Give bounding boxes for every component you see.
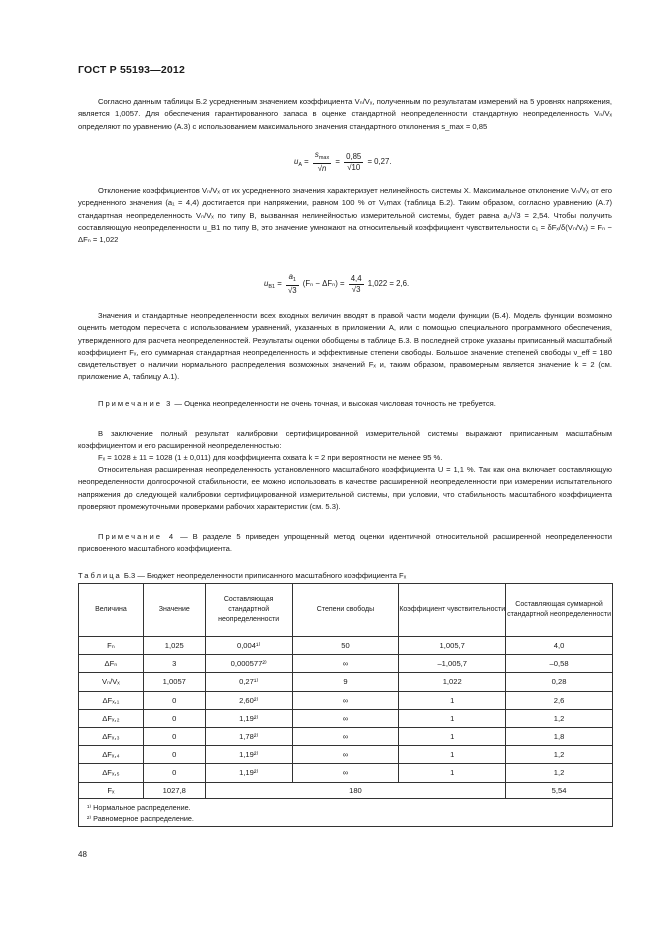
cell-value: 1,025 xyxy=(143,637,205,655)
total-degrees-of-freedom: 180 xyxy=(205,782,505,798)
cell-sensitivity: 1 xyxy=(399,709,506,727)
paragraph-3: Значения и стандартные неопределенности всех входных величин вводят в правой части модели функции (Б.4). Модель функции возможно оценить методом пересчета с использованием уравнений, указанных в приложении А, или с помощью специального программного обеспечения, утвержденного для расчета неопределенностей. Результаты оценки обобщены в таблице Б.3. В последней строке указаны приписанный масштабный коэффициент Fₓ, его суммарная стандартная неопределенность и эффективные степени свободы. Большое значение степеней свободы ν_eff = 180 свидетельствует о наличии нормального распределения возможных значений Fₓ и, таким образом, правомерным является значение k = 2 (см. приложение А, таблицу А.1). xyxy=(78,311,612,382)
formula-ua-fraction-1: $\frac{s_{max}}{√n}$ xyxy=(314,150,330,173)
table-note-1: ¹⁾ Нормальное распределение. xyxy=(87,802,191,812)
cell-std-uncertainty: 2,60²⁾ xyxy=(205,691,292,709)
formula-ua-num1-sub: max xyxy=(318,155,330,161)
table-notes-row xyxy=(79,798,613,826)
cell-std-uncertainty: 0,000577²⁾ xyxy=(205,655,292,673)
cell-quantity: ΔFₓ,₂ xyxy=(79,709,144,727)
cell-quantity: ΔFₓ,₅ xyxy=(79,764,144,782)
formula-ua-den2: 10 xyxy=(351,162,361,172)
header-sensitivity: Коэффициент чувствительности xyxy=(399,584,506,637)
cell-degrees-of-freedom: ∞ xyxy=(292,709,399,727)
paragraph-4: В заключение полный результат калибровки сертифицированной измерительной системы выражают приписанным масштабным коэффициентом и его расширенной неопределенностью: xyxy=(78,429,612,451)
cell-std-uncertainty: 1,78²⁾ xyxy=(205,727,292,745)
formula-ua-num2: 0,85 xyxy=(346,151,362,161)
table-header-row xyxy=(79,584,613,637)
paragraph-6: Относительная расширенная неопределенность установленного масштабного коэффициента U = 1,1 %. Так как она включает составляющую неопределенности долгосрочной стабильности, ее можно использовать в качестве расширенной неопределенности при измерении испытательного напряжения до следующей калибровки сертифицированной измерительной системы, при условии, что стабильность масштабного коэффициента проверяют промежуточными проверками рабочих характеристик (см. 5.3). xyxy=(78,465,612,511)
table-caption xyxy=(78,571,406,580)
cell-combined-uncertainty: 1,2 xyxy=(506,709,613,727)
cell-value: 0 xyxy=(143,727,205,745)
total-value: 1027,8 xyxy=(143,782,205,798)
cell-sensitivity: 1,005,7 xyxy=(399,637,506,655)
paragraph-1: Согласно данным таблицы Б.2 усредненным значением коэффициента Vₙ/Vₓ, полученным по результатам измерений на 5 уровнях напряжения, является 1,0057. Для обеспечения гарантированного запаса в оценке стандартной неопределенности стандартную неопределенность Vₙ/Vₓ определяют по уравнению (А.3) с использованием максимального значения стандартного отклонения s_max = 0,85 xyxy=(78,97,612,131)
formula-ub1-fraction-1: $\frac{a_1}{√3}$ xyxy=(287,272,297,295)
uncertainty-budget-table xyxy=(78,583,613,827)
table-total-row xyxy=(79,782,613,798)
header-value: Значение xyxy=(143,584,205,637)
formula-ua-den1: n xyxy=(322,164,327,173)
table-row xyxy=(79,709,613,727)
formula-ub1-num2: 4,4 xyxy=(350,273,362,283)
cell-std-uncertainty: 1,19²⁾ xyxy=(205,709,292,727)
cell-value: 0 xyxy=(143,764,205,782)
cell-degrees-of-freedom: ∞ xyxy=(292,691,399,709)
header-degrees-of-freedom: Степени свободы xyxy=(292,584,399,637)
table-row xyxy=(79,746,613,764)
formula-ua: $u_A$ = $\frac{s_{max}}{√n}$ = $\frac{0,85}{√10}$ = 0,27. xyxy=(294,150,392,173)
cell-degrees-of-freedom: 9 xyxy=(292,673,399,691)
note-3-label: Примечание 3 xyxy=(98,399,173,408)
table-caption-label: Таблица xyxy=(78,571,122,580)
cell-sensitivity: 1 xyxy=(399,727,506,745)
table-note-2: ²⁾ Равномерное распределение. xyxy=(87,813,194,823)
cell-std-uncertainty: 0,004¹⁾ xyxy=(205,637,292,655)
cell-value: 3 xyxy=(143,655,205,673)
cell-degrees-of-freedom: ∞ xyxy=(292,727,399,745)
cell-combined-uncertainty: 4,0 xyxy=(506,637,613,655)
note-4-label: Примечание 4 xyxy=(98,532,176,541)
table-row xyxy=(79,764,613,782)
cell-degrees-of-freedom: 50 xyxy=(292,637,399,655)
page-number: 48 xyxy=(78,850,87,859)
cell-degrees-of-freedom: ∞ xyxy=(292,655,399,673)
cell-std-uncertainty: 1,19²⁾ xyxy=(205,764,292,782)
formula-ua-lhs: u xyxy=(294,157,299,167)
formula-ub1-fraction-2: $\frac{4,4}{√3}$ xyxy=(350,273,362,294)
cell-sensitivity: 1 xyxy=(399,691,506,709)
formula-ub1-lhs-sub: B1 xyxy=(268,284,276,291)
cell-sensitivity: –1,005,7 xyxy=(399,655,506,673)
header-combined-uncertainty: Составляющая суммарной стандартной неопределенности xyxy=(506,584,613,637)
cell-value: 0 xyxy=(143,746,205,764)
cell-quantity: Vₙ/Vₓ xyxy=(79,673,144,691)
cell-combined-uncertainty: 1,2 xyxy=(506,746,613,764)
formula-ub1: $u_{B1}$ = $\frac{a_1}{√3}$ (Fₙ − ΔFₙ) = $\frac{4,4}{√3}$ 1,022 = 2,6. xyxy=(264,272,410,295)
paragraph-5: Fₓ = 1028 ± 11 = 1028 (1 ± 0,011) для коэффициента охвата k = 2 при вероятности не менее 95 %. xyxy=(98,453,443,462)
formula-ub1-lhs: u xyxy=(264,279,269,289)
formula-ua-result: = 0,27. xyxy=(367,157,392,167)
paragraph-2: Отклонение коэффициентов Vₙ/Vₓ от их усредненного значения характеризует нелинейность системы X. Максимальное отклонение Vₙ/Vₓ от его усредненного значения (a₁ = 4,4) достигается при напряжении, равном 100 % от Vₓmax (таблица Б.2). Таким образом, согласно уравнению (А.7) стандартная неопределенность Vₙ/Vₓ по типу B, вызванная нелинейностью измерительной системы, будет равна a₁/√3 = 2,54. Чтобы получить составляющую неопределенности u_B1 по типу B, это значение умножают на относительный коэффициент чувствительности c₁ = δFₓ/δ(Vₙ/Vₓ) = Fₙ − ΔFₙ = 1,022 xyxy=(78,186,612,245)
cell-combined-uncertainty: 1,8 xyxy=(506,727,613,745)
note-4 xyxy=(78,531,612,556)
formula-ub1-num1: a xyxy=(288,272,293,281)
cell-sensitivity: 1 xyxy=(399,764,506,782)
cell-value: 0 xyxy=(143,709,205,727)
formula-ub1-result: 1,022 = 2,6. xyxy=(367,279,410,289)
table-row xyxy=(79,637,613,655)
cell-value: 1,0057 xyxy=(143,673,205,691)
table-notes xyxy=(79,798,613,826)
note-3 xyxy=(78,398,612,410)
cell-sensitivity: 1,022 xyxy=(399,673,506,691)
cell-combined-uncertainty: 0,28 xyxy=(506,673,613,691)
table-row xyxy=(79,691,613,709)
cell-sensitivity: 1 xyxy=(399,746,506,764)
cell-value: 0 xyxy=(143,691,205,709)
cell-combined-uncertainty: 1,2 xyxy=(506,764,613,782)
document-header: ГОСТ Р 55193—2012 xyxy=(78,64,186,76)
total-quantity: Fₓ xyxy=(79,782,144,798)
note-3-text: — Оценка неопределенности не очень точная, и высокая числовая точность не требуется. xyxy=(172,399,496,408)
header-quantity: Величина xyxy=(79,584,144,637)
table-row xyxy=(79,673,613,691)
cell-quantity: ΔFₓ,₁ xyxy=(79,691,144,709)
cell-combined-uncertainty: –0,58 xyxy=(506,655,613,673)
table-row xyxy=(79,655,613,673)
cell-quantity: ΔFₓ,₄ xyxy=(79,746,144,764)
formula-ub1-den2: 3 xyxy=(356,284,361,294)
cell-degrees-of-freedom: ∞ xyxy=(292,746,399,764)
formula-ua-num1: s xyxy=(314,150,319,159)
table-caption-text: Б.3 — Бюджет неопределенности приписанного масштабного коэффициента Fₓ xyxy=(121,571,407,580)
total-combined-uncertainty: 5,54 xyxy=(506,782,613,798)
formula-ua-lhs-sub: A xyxy=(298,162,303,169)
cell-quantity: ΔFₓ,₃ xyxy=(79,727,144,745)
formula-ub1-den1: 3 xyxy=(292,286,297,295)
cell-degrees-of-freedom: ∞ xyxy=(292,764,399,782)
table-row xyxy=(79,727,613,745)
cell-quantity: Fₙ xyxy=(79,637,144,655)
formula-ub1-num1-sub: 1 xyxy=(292,277,296,283)
cell-combined-uncertainty: 2,6 xyxy=(506,691,613,709)
header-std-uncertainty: Составляющая стандартной неопределенности xyxy=(205,584,292,637)
cell-std-uncertainty: 0,27¹⁾ xyxy=(205,673,292,691)
note-4-text: — В разделе 5 приведен упрощенный метод оценки идентичной относительной расширенной неопределенности присвоенного масштабного коэффициента. xyxy=(78,532,612,554)
cell-std-uncertainty: 1,19²⁾ xyxy=(205,746,292,764)
cell-quantity: ΔFₙ xyxy=(79,655,144,673)
formula-ub1-mid: (Fₙ − ΔFₙ) = xyxy=(302,279,345,289)
formula-ua-fraction-2: $\frac{0,85}{√10}$ xyxy=(346,151,362,172)
